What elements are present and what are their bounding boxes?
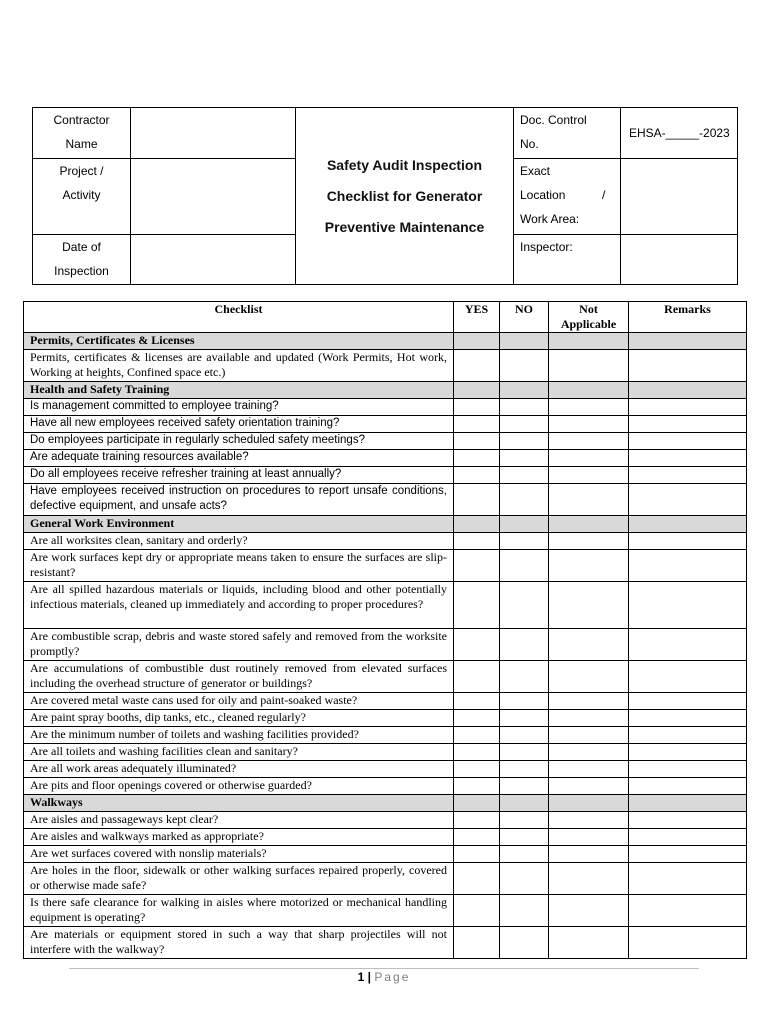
page-footer xyxy=(0,970,768,984)
not-applicable-cell[interactable] xyxy=(549,927,629,959)
section-cell xyxy=(549,516,629,533)
page-word: Page xyxy=(374,970,411,984)
doc-control-value: EHSA-_____-2023 xyxy=(621,108,738,159)
checklist-row xyxy=(24,629,747,661)
checklist-question: Permits, certificates & licenses are available and updated (Work Permits, Hot work, Working at heights, Confined space etc.) xyxy=(24,350,454,382)
checklist-row xyxy=(24,484,747,516)
no-cell[interactable] xyxy=(500,895,549,927)
checklist-row xyxy=(24,550,747,582)
column-header-remarks: Remarks xyxy=(629,302,747,333)
checklist-row xyxy=(24,727,747,744)
not-applicable-cell[interactable] xyxy=(549,727,629,744)
no-cell[interactable] xyxy=(500,778,549,795)
checklist-question: Are all spilled hazardous materials or liquids, including blood and other potentially infectious materials, cleaned up immediately and according to proper procedures? xyxy=(24,582,454,629)
section-cell xyxy=(629,333,747,350)
not-applicable-cell[interactable] xyxy=(549,399,629,416)
remarks-cell[interactable] xyxy=(629,484,747,516)
no-cell[interactable] xyxy=(500,350,549,382)
no-cell[interactable] xyxy=(500,661,549,693)
checklist-question: Are wet surfaces covered with nonslip materials? xyxy=(24,846,454,863)
checklist-question: Are aisles and passageways kept clear? xyxy=(24,812,454,829)
column-header-yes: YES xyxy=(454,302,500,333)
yes-cell[interactable] xyxy=(454,778,500,795)
no-cell[interactable] xyxy=(500,927,549,959)
yes-cell[interactable] xyxy=(454,693,500,710)
checklist-question: Are covered metal waste cans used for oily and paint-soaked waste? xyxy=(24,693,454,710)
no-cell[interactable] xyxy=(500,433,549,450)
checklist-question: Are all work areas adequately illuminated? xyxy=(24,761,454,778)
section-cell xyxy=(500,795,549,812)
not-applicable-cell[interactable] xyxy=(549,710,629,727)
remarks-cell[interactable] xyxy=(629,467,747,484)
section-row xyxy=(24,516,747,533)
checklist-row xyxy=(24,582,747,629)
section-cell xyxy=(549,333,629,350)
yes-cell[interactable] xyxy=(454,727,500,744)
yes-cell[interactable] xyxy=(454,927,500,959)
remarks-cell[interactable] xyxy=(629,433,747,450)
footer-divider xyxy=(69,968,699,969)
not-applicable-cell[interactable] xyxy=(549,350,629,382)
yes-cell[interactable] xyxy=(454,863,500,895)
yes-cell[interactable] xyxy=(454,350,500,382)
yes-cell[interactable] xyxy=(454,710,500,727)
section-cell xyxy=(629,795,747,812)
not-applicable-cell[interactable] xyxy=(549,416,629,433)
not-applicable-cell[interactable] xyxy=(549,895,629,927)
remarks-cell[interactable] xyxy=(629,812,747,829)
no-cell[interactable] xyxy=(500,399,549,416)
yes-cell[interactable] xyxy=(454,661,500,693)
yes-cell[interactable] xyxy=(454,484,500,516)
checklist-row xyxy=(24,761,747,778)
checklist-question: Are the minimum number of toilets and washing facilities provided? xyxy=(24,727,454,744)
remarks-cell[interactable] xyxy=(629,582,747,629)
remarks-cell[interactable] xyxy=(629,778,747,795)
yes-cell[interactable] xyxy=(454,895,500,927)
section-title: Permits, Certificates & Licenses xyxy=(24,333,454,350)
checklist-row xyxy=(24,661,747,693)
checklist-question: Are aisles and walkways marked as appropriate? xyxy=(24,829,454,846)
yes-cell[interactable] xyxy=(454,550,500,582)
checklist-row xyxy=(24,710,747,727)
section-row xyxy=(24,795,747,812)
section-cell xyxy=(629,382,747,399)
inspector-field[interactable] xyxy=(621,235,738,285)
section-cell xyxy=(500,333,549,350)
remarks-cell[interactable] xyxy=(629,533,747,550)
checklist-question: Have employees received instruction on procedures to report unsafe conditions, defective equipment, and unsafe acts? xyxy=(24,484,454,516)
yes-cell[interactable] xyxy=(454,533,500,550)
section-title: Health and Safety Training xyxy=(24,382,454,399)
remarks-cell[interactable] xyxy=(629,399,747,416)
page-number: 1 xyxy=(357,970,365,984)
remarks-cell[interactable] xyxy=(629,450,747,467)
no-cell[interactable] xyxy=(500,582,549,629)
checklist-question: Is there safe clearance for walking in aisles where motorized or mechanical handling equipment is operating? xyxy=(24,895,454,927)
checklist-question: Are accumulations of combustible dust routinely removed from elevated surfaces including the overhead structure of generator or buildings? xyxy=(24,661,454,693)
column-header-checklist: Checklist xyxy=(24,302,454,333)
remarks-cell[interactable] xyxy=(629,761,747,778)
checklist-question: Are paint spray booths, dip tanks, etc., cleaned regularly? xyxy=(24,710,454,727)
checklist-row xyxy=(24,927,747,959)
checklist-row xyxy=(24,812,747,829)
checklist-row xyxy=(24,895,747,927)
not-applicable-cell[interactable] xyxy=(549,761,629,778)
no-cell[interactable] xyxy=(500,761,549,778)
not-applicable-cell[interactable] xyxy=(549,846,629,863)
remarks-cell[interactable] xyxy=(629,727,747,744)
checklist-row xyxy=(24,433,747,450)
checklist-question: Are work surfaces kept dry or appropriate means taken to ensure the surfaces are slip-resistant? xyxy=(24,550,454,582)
remarks-cell[interactable] xyxy=(629,927,747,959)
contractor-name-label: Contractor Name xyxy=(33,108,131,159)
yes-cell[interactable] xyxy=(454,450,500,467)
not-applicable-cell[interactable] xyxy=(549,661,629,693)
no-cell[interactable] xyxy=(500,846,549,863)
yes-cell[interactable] xyxy=(454,812,500,829)
checklist-question: Do employees participate in regularly scheduled safety meetings? xyxy=(24,433,454,450)
checklist-body xyxy=(24,333,747,959)
not-applicable-cell[interactable] xyxy=(549,812,629,829)
remarks-cell[interactable] xyxy=(629,710,747,727)
no-cell[interactable] xyxy=(500,416,549,433)
not-applicable-cell[interactable] xyxy=(549,829,629,846)
remarks-cell[interactable] xyxy=(629,846,747,863)
no-cell[interactable] xyxy=(500,550,549,582)
checklist-row xyxy=(24,467,747,484)
no-cell[interactable] xyxy=(500,693,549,710)
project-activity-label: Project / Activity xyxy=(33,159,131,235)
checklist-question: Have all new employees received safety orientation training? xyxy=(24,416,454,433)
section-cell xyxy=(454,382,500,399)
checklist-question: Do all employees receive refresher training at least annually? xyxy=(24,467,454,484)
document-title: Safety Audit Inspection Checklist for Generator Preventive Maintenance xyxy=(296,108,514,285)
no-cell[interactable] xyxy=(500,533,549,550)
not-applicable-cell[interactable] xyxy=(549,778,629,795)
checklist-row xyxy=(24,863,747,895)
checklist-question: Are all worksites clean, sanitary and orderly? xyxy=(24,533,454,550)
checklist-row xyxy=(24,829,747,846)
contractor-name-field[interactable] xyxy=(131,108,296,159)
not-applicable-cell[interactable] xyxy=(549,467,629,484)
checklist-row xyxy=(24,450,747,467)
no-cell[interactable] xyxy=(500,710,549,727)
checklist-question: Are all toilets and washing facilities clean and sanitary? xyxy=(24,744,454,761)
checklist-row xyxy=(24,693,747,710)
section-row xyxy=(24,333,747,350)
section-cell xyxy=(629,516,747,533)
checklist-row xyxy=(24,399,747,416)
yes-cell[interactable] xyxy=(454,829,500,846)
not-applicable-cell[interactable] xyxy=(549,484,629,516)
checklist-question: Is management committed to employee training? xyxy=(24,399,454,416)
location-label: Exact Location / Work Area: xyxy=(514,159,621,235)
no-cell[interactable] xyxy=(500,450,549,467)
section-row xyxy=(24,382,747,399)
yes-cell[interactable] xyxy=(454,582,500,629)
checklist-row xyxy=(24,778,747,795)
remarks-cell[interactable] xyxy=(629,629,747,661)
remarks-cell[interactable] xyxy=(629,550,747,582)
not-applicable-cell[interactable] xyxy=(549,533,629,550)
doc-control-label: Doc. Control No. xyxy=(514,108,621,159)
project-activity-field[interactable] xyxy=(131,159,296,235)
remarks-cell[interactable] xyxy=(629,661,747,693)
not-applicable-cell[interactable] xyxy=(549,629,629,661)
remarks-cell[interactable] xyxy=(629,895,747,927)
section-cell xyxy=(549,382,629,399)
yes-cell[interactable] xyxy=(454,467,500,484)
inspector-label: Inspector: xyxy=(514,235,621,285)
remarks-cell[interactable] xyxy=(629,350,747,382)
location-field[interactable] xyxy=(621,159,738,235)
not-applicable-cell[interactable] xyxy=(549,693,629,710)
remarks-cell[interactable] xyxy=(629,829,747,846)
no-cell[interactable] xyxy=(500,467,549,484)
checklist-table xyxy=(23,301,747,959)
remarks-cell[interactable] xyxy=(629,693,747,710)
column-header-not-applicable: Not Applicable xyxy=(549,302,629,333)
section-cell xyxy=(549,795,629,812)
no-cell[interactable] xyxy=(500,484,549,516)
not-applicable-cell[interactable] xyxy=(549,863,629,895)
no-cell[interactable] xyxy=(500,812,549,829)
yes-cell[interactable] xyxy=(454,399,500,416)
section-cell xyxy=(454,516,500,533)
yes-cell[interactable] xyxy=(454,761,500,778)
no-cell[interactable] xyxy=(500,829,549,846)
section-cell xyxy=(454,795,500,812)
yes-cell[interactable] xyxy=(454,846,500,863)
date-of-inspection-field[interactable] xyxy=(131,235,296,285)
not-applicable-cell[interactable] xyxy=(549,550,629,582)
checklist-row xyxy=(24,533,747,550)
not-applicable-cell[interactable] xyxy=(549,582,629,629)
checklist-question: Are pits and floor openings covered or otherwise guarded? xyxy=(24,778,454,795)
not-applicable-cell[interactable] xyxy=(549,433,629,450)
section-title: Walkways xyxy=(24,795,454,812)
checklist-question: Are combustible scrap, debris and waste stored safely and removed from the worksite promptly? xyxy=(24,629,454,661)
no-cell[interactable] xyxy=(500,727,549,744)
checklist-question: Are adequate training resources available? xyxy=(24,450,454,467)
checklist-question: Are materials or equipment stored in such a way that sharp projectiles will not interfere with the walkway? xyxy=(24,927,454,959)
not-applicable-cell[interactable] xyxy=(549,450,629,467)
no-cell[interactable] xyxy=(500,629,549,661)
checklist-row xyxy=(24,744,747,761)
column-header-no: NO xyxy=(500,302,549,333)
yes-cell[interactable] xyxy=(454,433,500,450)
no-cell[interactable] xyxy=(500,863,549,895)
yes-cell[interactable] xyxy=(454,629,500,661)
remarks-cell[interactable] xyxy=(629,744,747,761)
section-title: General Work Environment xyxy=(24,516,454,533)
checklist-row xyxy=(24,350,747,382)
yes-cell[interactable] xyxy=(454,416,500,433)
section-cell xyxy=(500,516,549,533)
date-of-inspection-label: Date of Inspection xyxy=(33,235,131,285)
checklist-question: Are holes in the floor, sidewalk or other walking surfaces repaired properly, covered or otherwise made safe? xyxy=(24,863,454,895)
remarks-cell[interactable] xyxy=(629,863,747,895)
section-cell xyxy=(500,382,549,399)
section-cell xyxy=(454,333,500,350)
yes-cell[interactable] xyxy=(454,744,500,761)
checklist-row xyxy=(24,416,747,433)
header-table xyxy=(32,107,738,285)
remarks-cell[interactable] xyxy=(629,416,747,433)
checklist-row xyxy=(24,846,747,863)
no-cell[interactable] xyxy=(500,744,549,761)
not-applicable-cell[interactable] xyxy=(549,744,629,761)
page-separator: | xyxy=(367,970,371,984)
